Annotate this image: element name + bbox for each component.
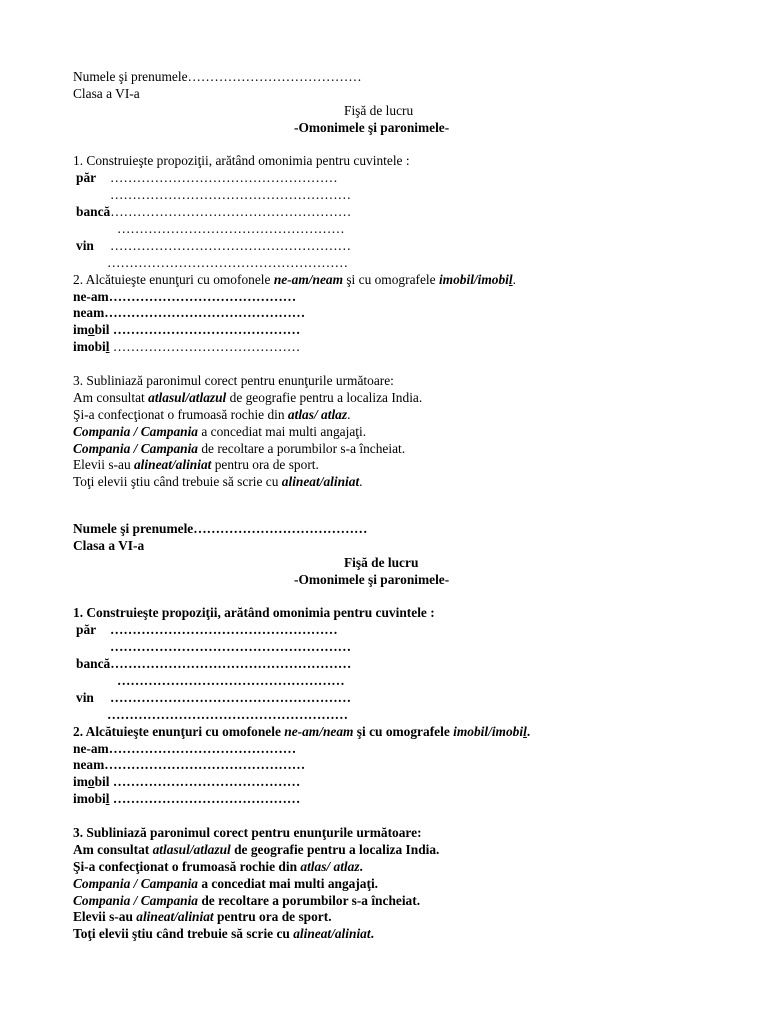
ex1-instruction: 1. Construieşte propoziţii, arătând omonimia pentru cuvintele : [73,153,410,169]
ex3-sentence-3: Compania / Campania a concediat mai multi angajaţi. [73,423,367,439]
ex3-sentence-2: Şi-a confecţionat o frumoasă rochie din atlas/ atlaz. [73,858,363,874]
ex2-item-neam1: ne-am…………………………………… [73,288,297,304]
sheet-title: Fişă de lucru [344,554,419,570]
ex2-instruction: 2. Alcătuieşte enunţuri cu omofonele ne-am/neam şi cu omografele imobil/imobil. [73,723,531,739]
name-line: Numele şi prenumele………………………………… [73,69,362,84]
ex3-sentence-5: Elevii s-au alineat/aliniat pentru ora de sport. [73,909,332,925]
ex1-instruction: 1. Construieşte propoziţii, arătând omonimia pentru cuvintele : [73,605,435,621]
worksheet-bottom [73,521,713,943]
ex1-dots-vin-2: ……………………………………………… [107,254,349,270]
worksheet-top [73,69,713,491]
ex1-dots-par-2: ……………………………………………… [110,639,352,655]
ex2-item-neam2: neam……………………………………… [73,757,306,773]
name-line: Numele şi prenumele………………………………… [73,521,368,536]
ex3-sentence-5: Elevii s-au alineat/aliniat pentru ora de sport. [73,457,319,473]
ex1-dots-par-2: ……………………………………………… [110,187,352,203]
sheet-subtitle: -Omonimele şi paronimele- [294,571,450,587]
ex3-sentence-4: Compania / Campania de recoltare a porumbilor s-a încheiat. [73,892,421,908]
ex3-sentence-6: Toţi elevii ştiu când trebuie să scrie cu alineat/aliniat. [73,474,363,490]
ex1-word-par: păr …………………………………………… [76,622,338,638]
ex1-dots-vin-2: ……………………………………………… [107,706,349,722]
ex1-word-banca: bancă……………………………………………… [76,204,352,220]
sheet-title: Fişă de lucru [344,102,414,118]
class-line: Clasa a VI-a [73,537,145,553]
ex3-sentence-1: Am consultat atlasul/atlazul de geografie pentru a localiza India. [73,841,440,857]
ex1-dots-banca-2: …………………………………………… [117,221,345,237]
ex3-sentence-2: Şi-a confecţionat o frumoasă rochie din atlas/ atlaz. [73,406,351,422]
ex2-item-imobil2: imobil …………………………………… [73,791,301,807]
class-line: Clasa a VI-a [73,85,140,101]
ex3-sentence-6: Toţi elevii ştiu când trebuie să scrie cu alineat/aliniat. [73,926,374,942]
ex3-sentence-3: Compania / Campania a concediat mai multi angajaţi. [73,875,379,891]
ex1-word-banca: bancă……………………………………………… [76,656,352,672]
ex2-item-imobil1: imobil …………………………………… [73,774,301,790]
ex2-item-neam2: neam……………………………………… [73,305,306,321]
ex1-word-par: păr …………………………………………… [76,170,338,186]
ex1-dots-banca-2: …………………………………………… [117,673,345,689]
ex2-item-neam1: ne-am…………………………………… [73,740,297,756]
ex2-item-imobil1: imobil …………………………………… [73,322,301,338]
ex3-instruction: 3. Subliniază paronimul corect pentru enunţurile următoare: [73,825,422,841]
ex1-word-vin: vin ……………………………………………… [76,237,352,253]
ex2-item-imobil2: imobil …………………………………… [73,339,301,355]
ex3-sentence-4: Compania / Campania de recoltare a porumbilor s-a încheiat. [73,440,406,456]
ex2-instruction: 2. Alcătuieşte enunţuri cu omofonele ne-am/neam şi cu omografele imobil/imobil. [73,271,516,287]
ex3-instruction: 3. Subliniază paronimul corect pentru enunţurile următoare: [73,373,394,389]
ex1-word-vin: vin ……………………………………………… [76,689,352,705]
sheet-subtitle: -Omonimele şi paronimele- [294,119,450,135]
ex3-sentence-1: Am consultat atlasul/atlazul de geografie pentru a localiza India. [73,389,423,405]
